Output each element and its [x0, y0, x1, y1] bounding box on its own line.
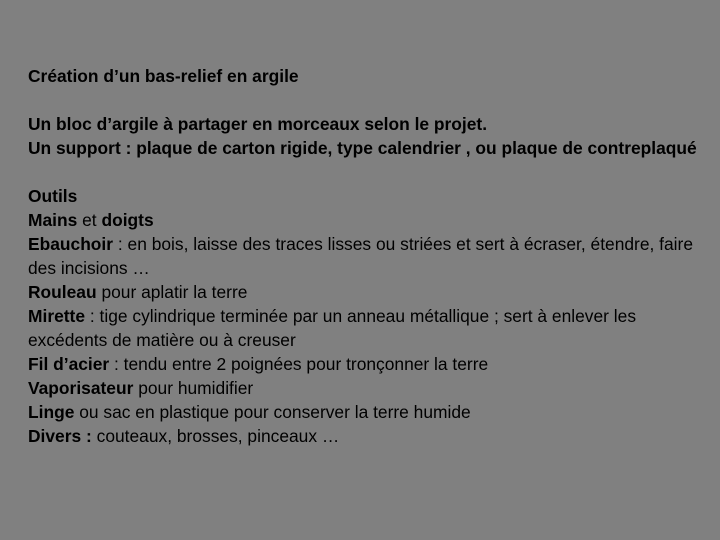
tool-description: : tige cylindrique terminée par un anneau métallique ; sert à enlever les excédents de matière ou à creuser [28, 306, 637, 350]
spacer [28, 88, 708, 112]
tool-term: Ebauchoir [28, 234, 114, 254]
tool-item-ebauchoir [28, 232, 708, 280]
tool-term: doigts [101, 210, 154, 230]
slide-title: Création d’un bas-relief en argile [28, 66, 299, 86]
tool-description: : tendu entre 2 poignées pour tronçonner la terre [109, 354, 489, 374]
tool-term: Fil d’acier [28, 354, 110, 374]
tool-term: Vaporisateur [28, 378, 134, 398]
tool-term: Mains [28, 210, 78, 230]
tool-description: ou sac en plastique pour conserver la terre humide [74, 402, 471, 422]
tool-item-mirette [28, 304, 708, 352]
tool-item-mains [28, 208, 708, 232]
tool-term: Divers : [28, 426, 92, 446]
tool-description: couteaux, brosses, pinceaux … [91, 426, 340, 446]
tool-description: pour aplatir la terre [96, 282, 248, 302]
tool-connector: et [77, 210, 102, 230]
spacer [28, 160, 708, 184]
tool-item-linge [28, 400, 708, 424]
tool-item-rouleau [28, 280, 708, 304]
tool-description: : en bois, laisse des traces lisses ou striées et sert à écraser, étendre, faire des incisions … [28, 234, 694, 278]
tool-item-divers [28, 424, 708, 448]
tools-heading: Outils [28, 186, 78, 206]
slide-content [28, 64, 708, 448]
tool-term: Mirette [28, 306, 86, 326]
tool-description: pour humidifier [133, 378, 254, 398]
material-line-1: Un bloc d’argile à partager en morceaux selon le projet. [28, 114, 488, 134]
tool-term: Linge [28, 402, 75, 422]
material-line-2: Un support : plaque de carton rigide, type calendrier , ou plaque de contreplaqué [28, 138, 697, 158]
tool-term: Rouleau [28, 282, 97, 302]
tool-item-fil-acier [28, 352, 708, 376]
tool-item-vaporisateur [28, 376, 708, 400]
